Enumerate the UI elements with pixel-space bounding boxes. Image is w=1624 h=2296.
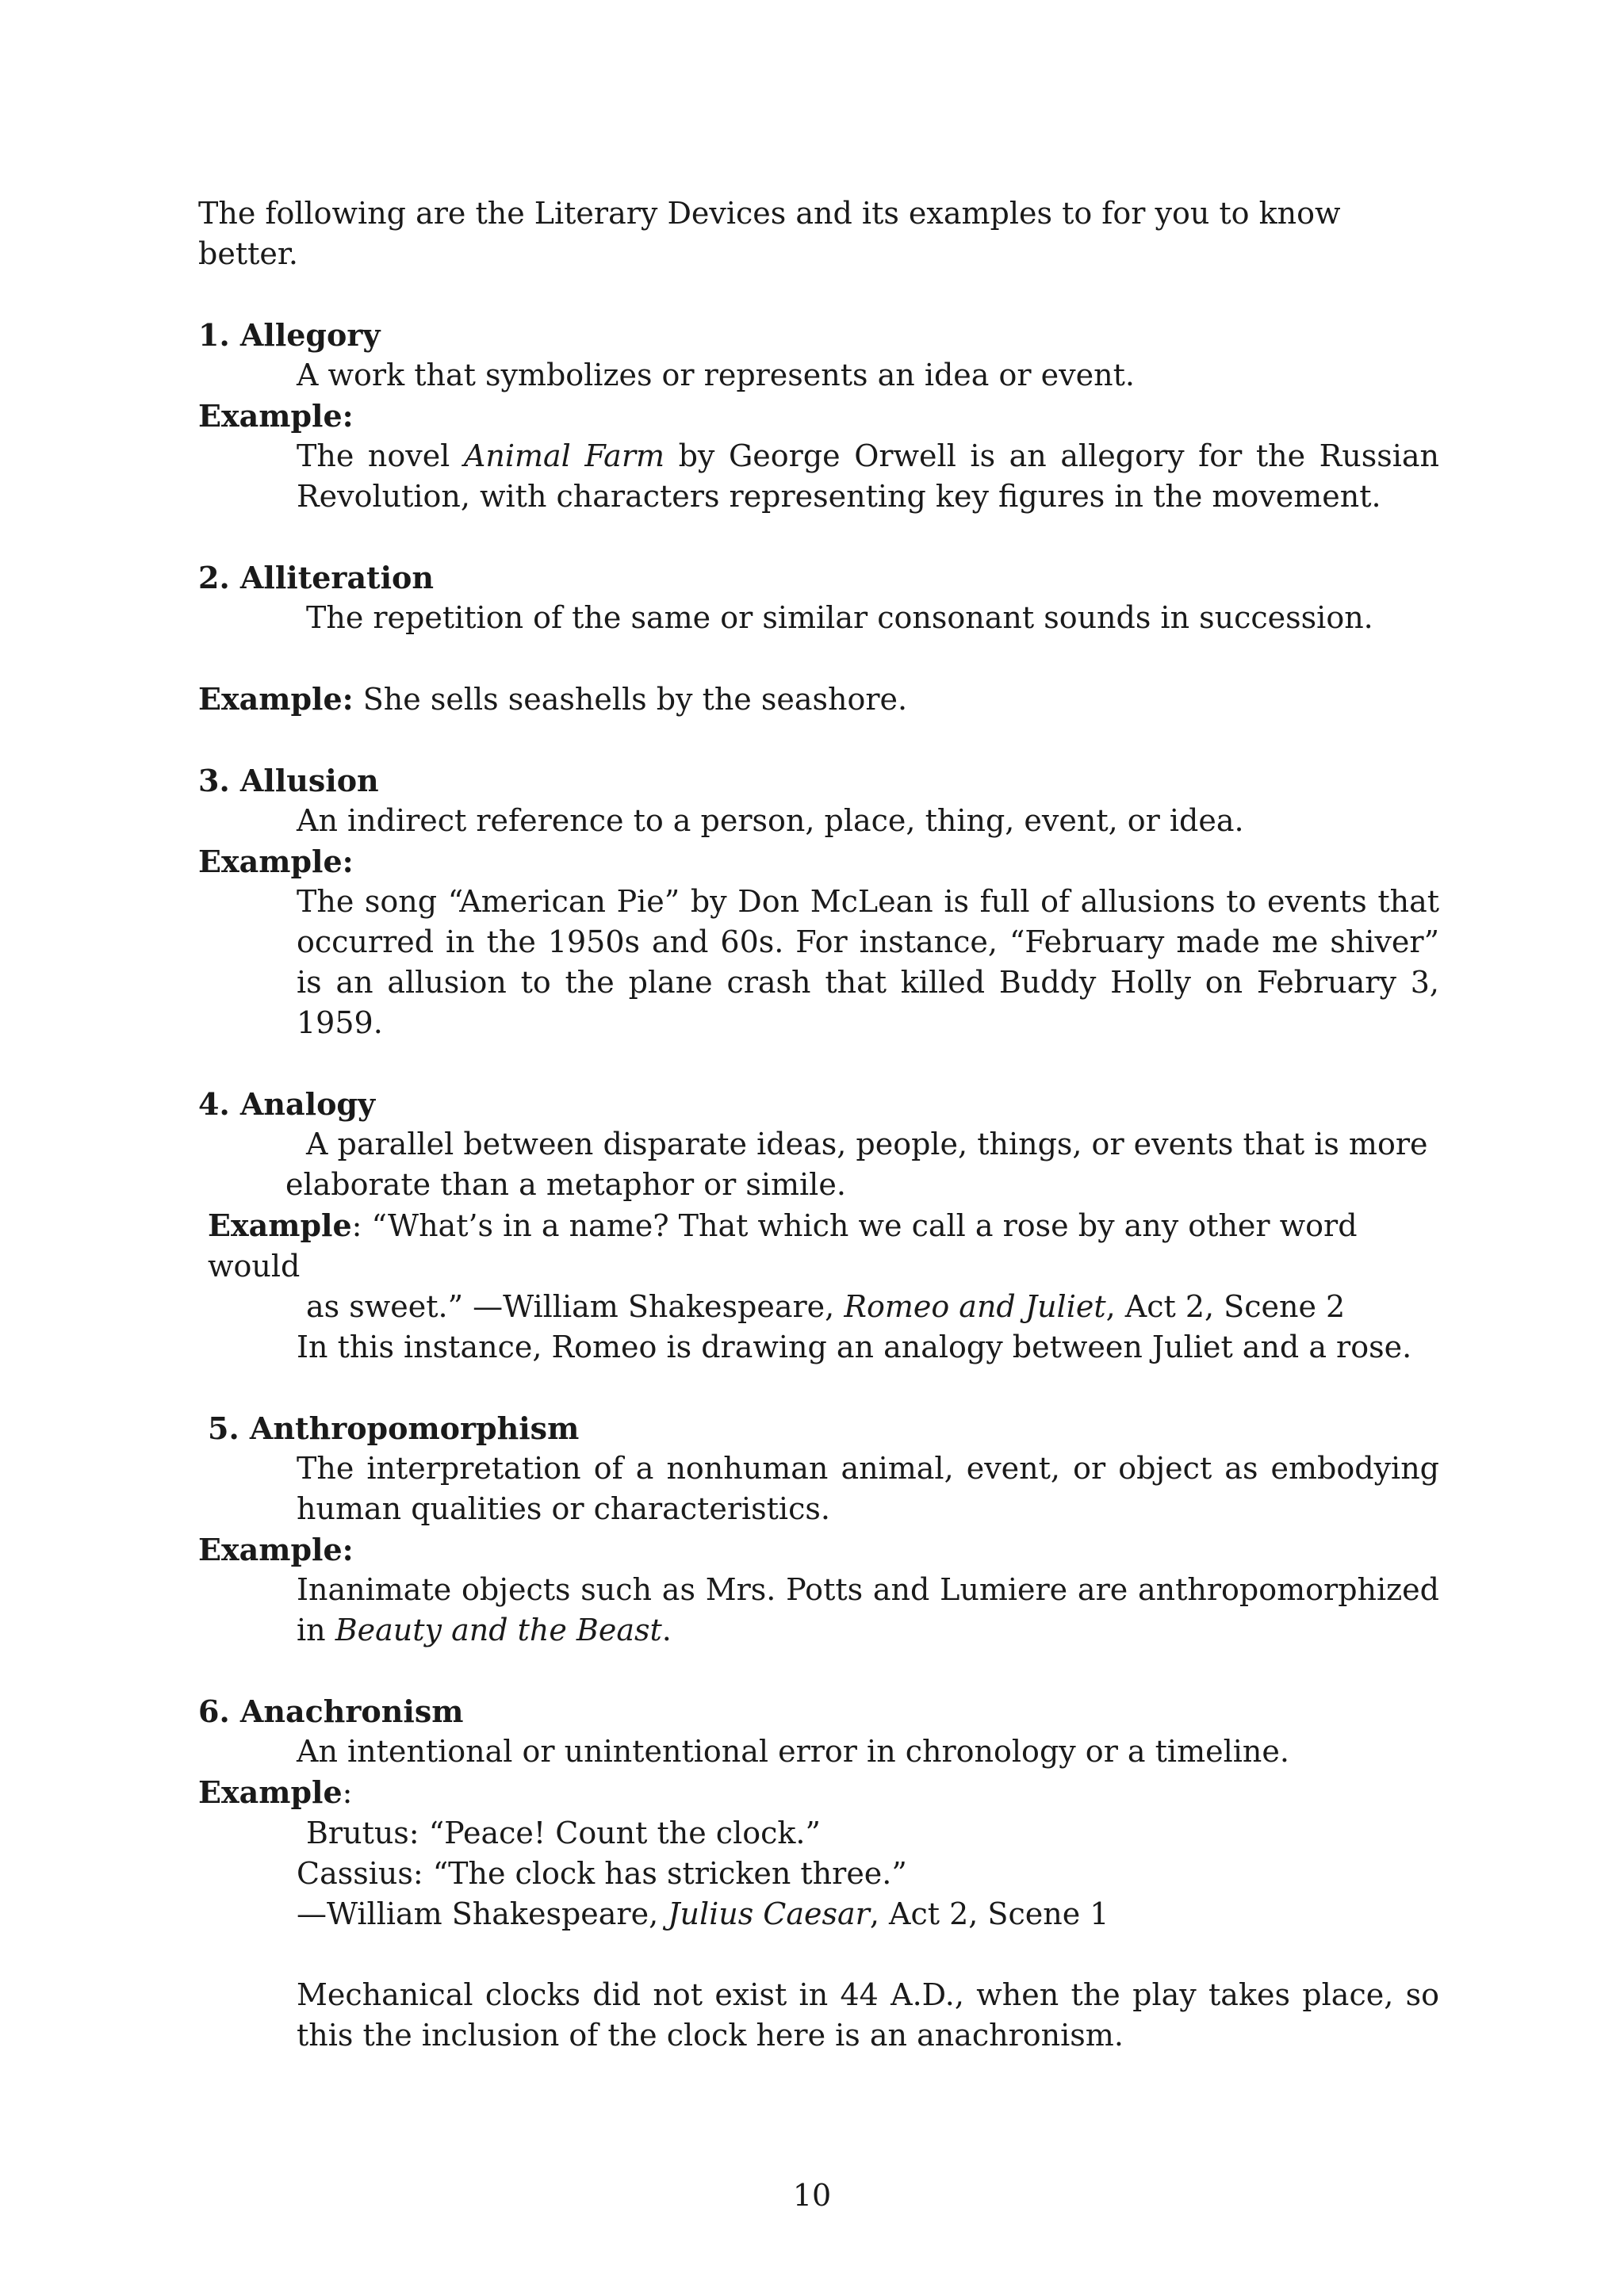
entry-heading: 2. Alliteration xyxy=(198,560,435,595)
entry-definition-line1: A parallel between disparate ideas, people, things, or events that is more xyxy=(306,1127,1428,1161)
entry-alliteration xyxy=(198,557,1439,720)
quote-line-brutus: Brutus: “Peace! Count the clock.” xyxy=(306,1816,821,1850)
citation-post: , Act 2, Scene 1 xyxy=(869,1896,1109,1931)
entry-heading: 4. Analogy xyxy=(198,1086,376,1122)
quote-pre: as sweet.” —William Shakespeare, xyxy=(306,1289,845,1324)
quote-line-cassius: Cassius: “The clock has stricken three.” xyxy=(297,1856,907,1891)
entry-analogy xyxy=(198,1084,1439,1368)
document-body xyxy=(198,193,1439,2056)
example-text-pre: The novel xyxy=(297,438,464,473)
entry-definition: The repetition of the same or similar consonant sounds in succession. xyxy=(306,600,1373,635)
example-label: Example xyxy=(208,1207,352,1243)
example-colon: : xyxy=(351,1208,362,1243)
entry-explanation: In this instance, Romeo is drawing an analogy between Juliet and a rose. xyxy=(297,1330,1412,1364)
entry-example xyxy=(198,679,1439,720)
entry-example-quote-line2 xyxy=(198,1287,1439,1327)
example-text-post: by George Orwell is an allegory for the Russian Revolution, with characters representing key figures in the movement. xyxy=(297,438,1440,514)
entry-example xyxy=(198,436,1439,517)
entry-definition: A work that symbolizes or represents an idea or event. xyxy=(297,358,1135,392)
example-label: Example: xyxy=(198,844,354,879)
example-label-row xyxy=(198,1772,1439,1813)
example-text: She sells seashells by the seashore. xyxy=(353,682,908,717)
citation-pre: —William Shakespeare, xyxy=(297,1896,668,1931)
entry-allusion xyxy=(198,760,1439,1043)
work-title: Beauty and the Beast xyxy=(335,1613,662,1647)
work-title: Julius Caesar xyxy=(668,1896,870,1931)
example-label: Example: xyxy=(198,1532,354,1567)
entry-explanation: Mechanical clocks did not exist in 44 A.D., when the play takes place, so this the inclusion of the clock here is an anachronism. xyxy=(297,1977,1439,2053)
entry-heading: 3. Allusion xyxy=(198,763,379,798)
quote-citation xyxy=(198,1894,1439,1934)
entry-example-quote xyxy=(198,1205,1439,1287)
example-text-pre: Inanimate objects such as Mrs. Potts and Lumiere are anthropomorphized in xyxy=(297,1572,1439,1647)
entry-allegory xyxy=(198,315,1439,517)
example-colon: : xyxy=(342,1775,353,1810)
quote-line1: “What’s in a name? That which we call a rose by any other word would xyxy=(208,1208,1358,1284)
entry-anachronism xyxy=(198,1691,1439,2056)
entry-definition: An indirect reference to a person, place, thing, event, or idea. xyxy=(297,803,1244,838)
entry-heading: 1. Allegory xyxy=(198,317,381,353)
work-title: Romeo and Juliet xyxy=(844,1289,1106,1324)
entry-example xyxy=(198,1570,1439,1651)
work-title: Animal Farm xyxy=(463,438,665,473)
example-label: Example: xyxy=(198,681,354,717)
entry-heading: 5. Anthropomorphism xyxy=(208,1410,580,1446)
page-number: 10 xyxy=(792,2178,832,2213)
example-label: Example: xyxy=(198,398,354,434)
entry-definition: An intentional or unintentional error in chronology or a timeline. xyxy=(297,1734,1289,1769)
entry-anthropomorphism xyxy=(198,1408,1439,1651)
example-label: Example xyxy=(198,1774,343,1810)
quote-post: , Act 2, Scene 2 xyxy=(1105,1289,1346,1324)
example-text-post: . xyxy=(661,1613,672,1647)
entry-definition: The interpretation of a nonhuman animal, event, or object as embodying human qualities or characteristics. xyxy=(297,1451,1439,1526)
entry-definition-line2: elaborate than a metaphor or simile. xyxy=(285,1167,846,1202)
entry-example: The song “American Pie” by Don McLean is full of allusions to events that occurred in the 1950s and 60s. For instance, “February made me shiver” is an allusion to the plane crash that killed Buddy Holly on February 3, 1959. xyxy=(297,884,1439,1040)
intro-text: The following are the Literary Devices and its examples to for you to know better. xyxy=(198,196,1341,271)
entry-heading: 6. Anachronism xyxy=(198,1693,464,1729)
